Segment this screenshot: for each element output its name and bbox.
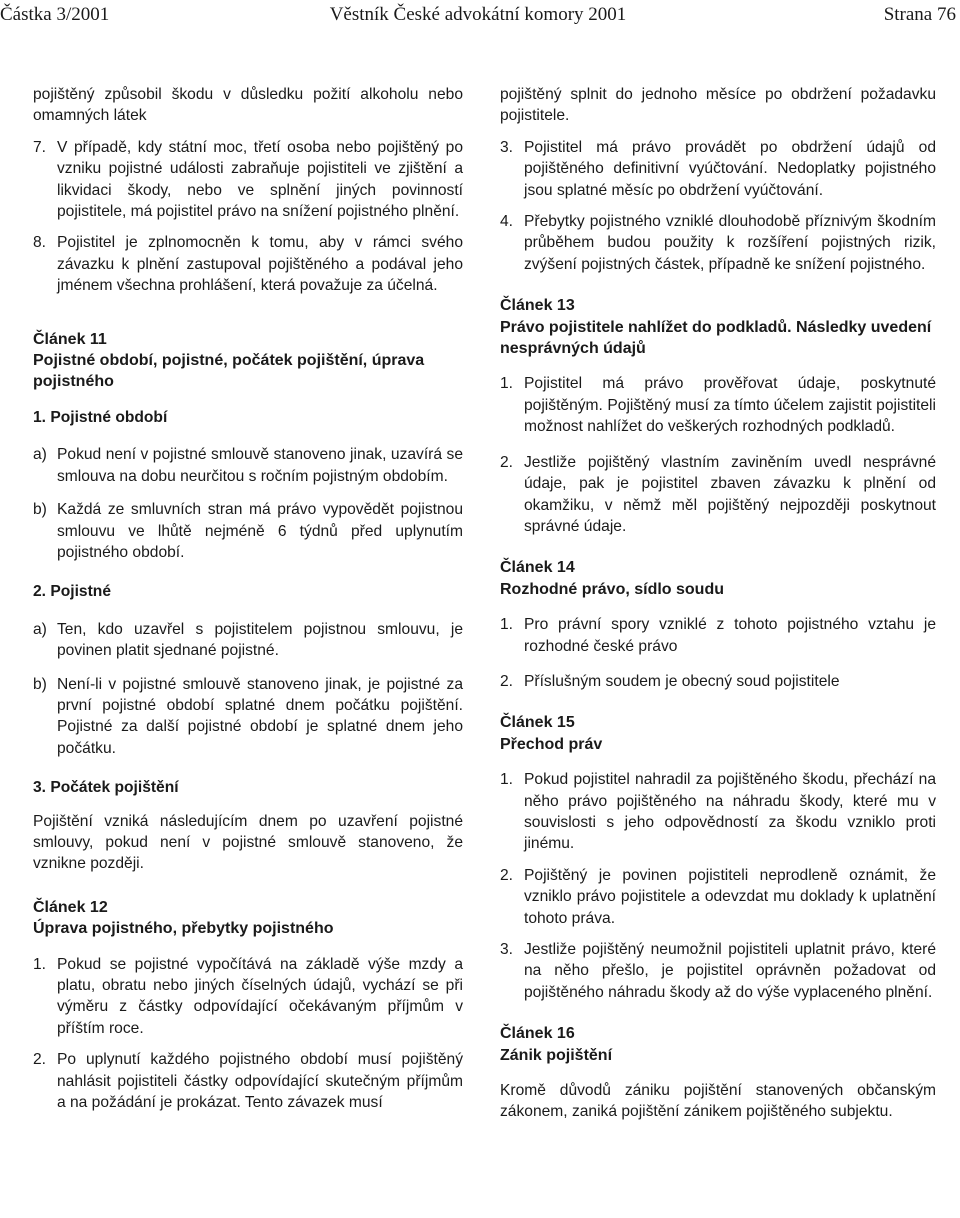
list-number: 2. (500, 672, 514, 690)
section-3-text: Pojištění vzniká následujícím dnem po uzavření pojistné smlouvy, pokud není v pojistné smlouvě stanoveno, že vznikne později. (33, 812, 463, 873)
list-text: Pojištěný je povinen pojistiteli neprodleně oznámit, že vzniklo právo pojistitele a odevzdat mu doklady k uplatnění tohoto práva. (524, 866, 936, 927)
journal-title: Věstník České advokátní komory 2001 (329, 4, 627, 25)
list-text: Není-li v pojistné smlouvě stanoveno jinak, je pojistné za první pojistné období splatné dnem počátku pojištění. Pojistné za další pojistné období je splatné dnem jeho počátku. (57, 675, 463, 757)
list-item-15-3 (500, 939, 936, 1003)
list-number: 2. (500, 866, 514, 884)
article-16-text: Kromě důvodů zániku pojištění stanovených občanským zákonem, zaniká pojištění zánikem pojištěného subjektu. (500, 1082, 936, 1121)
list-item-3 (500, 137, 936, 201)
list-text: Jestliže pojištěný vlastním zaviněním uvedl nesprávné údaje, pak je pojistitel zbaven závazku k plnění od okamžiku, v němž měl pojištěný nejpozději poskytnout správné údaje. (524, 453, 936, 535)
section-2-heading: 2. Pojistné (33, 583, 111, 601)
list-number: 8. (33, 234, 47, 252)
article-12-title: Úprava pojistného, přebytky pojistného (33, 920, 334, 938)
list-text: Po uplynutí každého pojistného období musí pojištěný nahlásit pojistiteli částky odpovídající skutečným příjmům a na požádání je prokázat. Tento závazek musí (57, 1051, 463, 1112)
page-header (0, 4, 956, 32)
list-item-1a (33, 444, 463, 487)
article-14-label: Článek 14 (500, 559, 575, 577)
section-1-heading: 1. Pojistné období (33, 408, 168, 426)
list-text: V případě, kdy státní moc, třetí osoba nebo pojištěný po vzniku pojistné události zabraňuje pojistiteli ve zjištění a likvidaci škody, nebo ve splnění jiných povinností pojistitele, má pojistitel právo na snížení pojistného plnění. (57, 138, 463, 221)
paragraph-continued: pojištěný splnit do jednoho měsíce po obdržení požadavku pojistitele. (500, 86, 936, 125)
list-number: 1. (500, 616, 514, 634)
list-item-8 (33, 232, 463, 296)
list-item-14-1 (500, 614, 936, 657)
list-text: Pro právní spory vzniklé z tohoto pojistného vztahu je rozhodné české právo (524, 616, 936, 655)
article-14-title: Rozhodné právo, sídlo soudu (500, 580, 724, 598)
list-number: 3. (500, 138, 514, 156)
list-text: Jestliže pojištěný neumožnil pojistiteli uplatnit právo, které na něho přešlo, je pojistitel oprávněn požadovat od pojištěného náhradu škody až do výše vyplaceného plnění. (524, 941, 936, 1001)
list-number: 3. (500, 941, 514, 958)
left-column (33, 84, 463, 1113)
list-item-13-1 (500, 373, 936, 437)
list-item-2b (33, 674, 463, 760)
list-text: Pokud se pojistné vypočítává na základě výše mzdy a platu, obratu nebo jiných číselných údajů, vychází se při výměru z částky odpovídající očekávaným příjmům v příštím roce. (57, 955, 463, 1037)
section-3-heading: 3. Počátek pojištění (33, 779, 179, 797)
list-number: 2. (500, 453, 514, 471)
list-item-15-1 (500, 769, 936, 855)
list-number: 7. (33, 138, 47, 156)
list-number: 4. (500, 213, 514, 231)
list-number: 1. (33, 955, 47, 973)
list-text: Každá ze smluvních stran má právo vypovědět pojistnou smlouvu ve lhůtě nejméně 6 týdnů před uplynutím pojistného období. (57, 501, 463, 561)
list-text: Pokud není v pojistné smlouvě stanoveno jinak, uzavírá se smlouva na dobu neurčitou s ročním pojistným obdobím. (57, 446, 463, 485)
list-item-14-2 (500, 671, 936, 692)
article-12-label: Článek 12 (33, 898, 108, 916)
article-16-title: Zánik pojištění (500, 1046, 613, 1064)
list-text: Pojistitel má právo provádět po obdržení údajů od pojištěného definitivní vyúčtování. Nedoplatky pojistného jsou splatné měsíc po obdržení vyúčtování. (524, 138, 936, 199)
list-item-15-2 (500, 865, 936, 929)
list-item-4 (500, 211, 936, 275)
list-item-1b (33, 499, 463, 563)
paragraph-continued: pojištěný způsobil škodu v důsledku požití alkoholu nebo omamných látek (33, 86, 463, 125)
list-text: Pojistitel je zplnomocněn k tomu, aby v rámci svého závazku k plnění zastupoval pojištěného a podával jeho jménem všechna prohlášení, která považuje za účelná. (57, 234, 463, 295)
list-number: 1. (500, 375, 514, 393)
list-letter: b) (33, 675, 47, 693)
list-item-7 (33, 137, 463, 223)
list-item-12-2 (33, 1049, 463, 1113)
list-number: 1. (500, 771, 514, 789)
page-number: Strana 76 (883, 4, 956, 25)
article-13-title: Právo pojistitele nahlížet do podkladů. Následky uvedení nesprávných údajů (500, 318, 932, 358)
article-16-label: Článek 16 (500, 1025, 575, 1043)
issue-number: Částka 3/2001 (0, 4, 110, 25)
right-column (500, 84, 936, 1123)
list-text: Pojistitel má právo prověřovat údaje, poskytnuté pojištěným. Pojištěný musí za tímto účelem zajistit pojistiteli možnost nahlížet do veškerých rozhodných podkladů. (524, 375, 936, 436)
list-letter: a) (33, 446, 47, 464)
article-11-title: Pojistné období, pojistné, počátek pojištění, úprava pojistného (33, 352, 425, 391)
list-item-13-2 (500, 452, 936, 538)
article-15-label: Článek 15 (500, 714, 575, 732)
list-letter: a) (33, 620, 47, 638)
article-15-title: Přechod práv (500, 735, 603, 753)
list-item-2a (33, 619, 463, 662)
list-text: Ten, kdo uzavřel s pojistitelem pojistnou smlouvu, je povinen platit sjednané pojistné. (57, 620, 463, 660)
list-text: Příslušným soudem je obecný soud pojistitele (524, 672, 840, 690)
list-item-12-1 (33, 954, 463, 1040)
article-13-label: Článek 13 (500, 297, 575, 315)
list-text: Pokud pojistitel nahradil za pojištěného škodu, přechází na něho právo pojištěného na náhradu škody, které mu v souvislosti s jeho odpovědností za škodu vzniklo proti jinému. (524, 771, 936, 853)
list-letter: b) (33, 501, 47, 519)
list-text: Přebytky pojistného vzniklé dlouhodobě příznivým škodním průběhem budou použity k rozšíření pojistných rizik, zvýšení pojistných částek, případně ke snížení pojistného. (524, 213, 936, 273)
list-number: 2. (33, 1051, 47, 1069)
article-11-label: Článek 11 (33, 330, 107, 348)
